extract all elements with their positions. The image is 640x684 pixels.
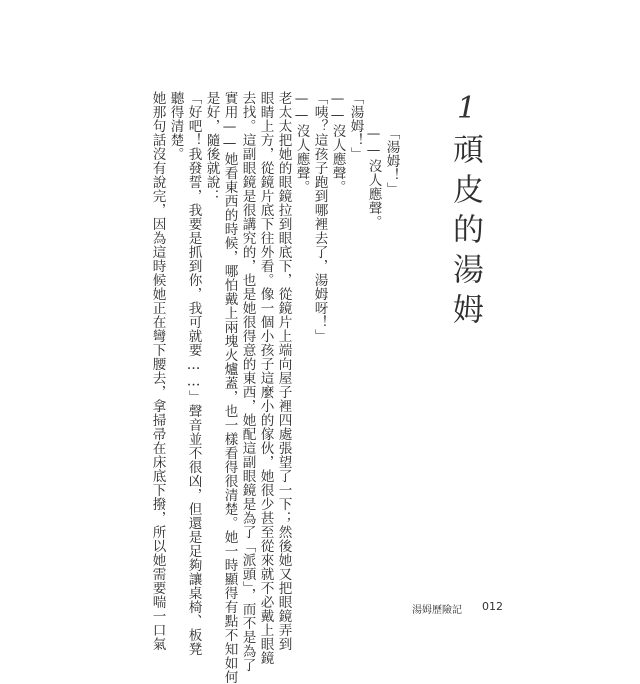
body-line: 「湯姆！」	[347, 91, 364, 161]
body-line: 「湯姆！」	[383, 126, 400, 196]
body-line: 老太太把她的眼鏡拉到眼底下，從鏡片上端向屋子裡四處張望了一下；然後她又把眼鏡弄到	[275, 91, 292, 651]
running-footer-book-title: 湯姆歷險記	[412, 605, 462, 616]
body-line: 是好，隨後就說：	[203, 91, 220, 203]
body-line: ——沒人應聲。	[329, 91, 346, 194]
body-line: 她那句話沒有說完，因為這時候她正在彎下腰去，拿掃帚在床底下撥，所以她需要喘一口氣	[149, 91, 166, 651]
body-line: 「好吧！我發誓，我要是抓到你，我可就要……」聲音並不很凶，但還是足夠讓桌椅、板凳	[185, 91, 202, 656]
chapter-number: 1	[457, 91, 477, 126]
body-line: 「咦？這孩子跑到哪裡去了，湯姆呀！」	[311, 91, 328, 343]
body-line: 去找。這副眼鏡是很講究的，也是她很得意的東西，她配這副眼鏡是為了「派頭」，而不是為了	[239, 91, 256, 673]
body-line: ——沒人應聲。	[365, 126, 382, 229]
body-line: ——沒人應聲。	[293, 91, 310, 194]
chapter-title: 頑皮的湯姆	[447, 133, 483, 333]
body-line: 眼睛上方，從鏡片底下往外看。像一個小孩子這麼小的傢伙，她很少甚至從來就不必戴上眼鏡	[257, 91, 274, 665]
body-line: 聽得清楚。	[167, 91, 184, 161]
body-line: 實用——她看東西的時候，哪怕戴上兩塊火爐蓋，也一樣看得很清楚。她一時顯得有點不知如何	[221, 91, 238, 684]
page-number: 012	[482, 600, 503, 613]
